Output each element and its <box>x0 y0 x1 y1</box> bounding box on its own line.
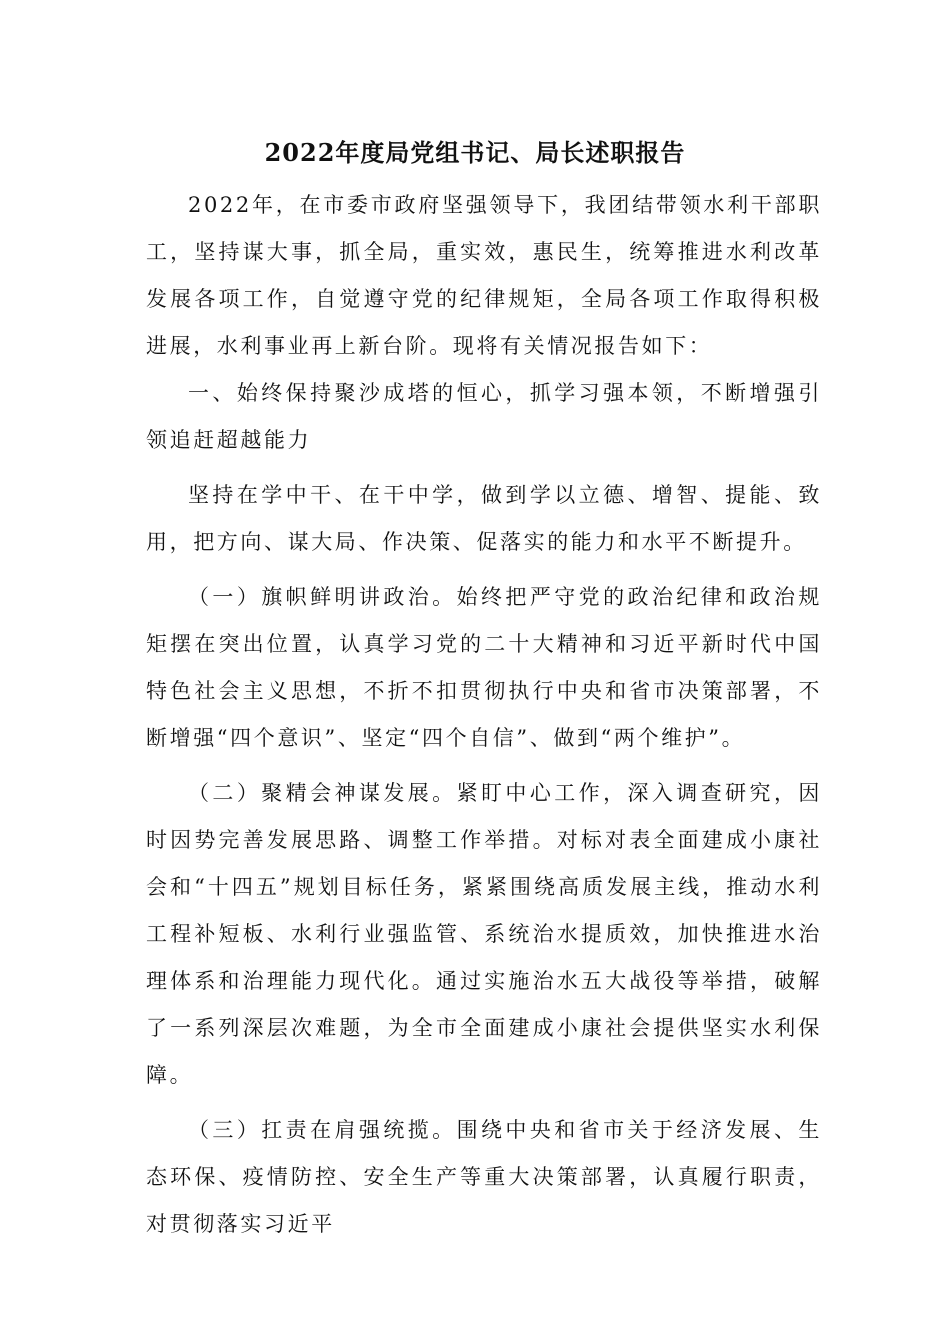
paragraph-item-2: （二）聚精会神谋发展。紧盯中心工作，深入调查研究，因时因势完善发展思路、调整工作举措。对标对表全面建成小康社会和“十四五”规划目标任务，紧紧围绕高质发展主线，推动水利工程补短板、水利行业强监管、系统治水提质效，加快推进水治理体系和治理能力现代化。通过实施治水五大战役等举措，破解了一系列深层次难题，为全市全面建成小康社会提供坚实水利保障。 <box>146 781 822 1087</box>
paragraph-section-1-summary: 坚持在学中干、在干中学，做到学以立德、增智、提能、致用，把方向、谋大局、作决策、促落实的能力和水平不断提升。 <box>146 483 822 554</box>
document-title: 2022年度局党组书记、局长述职报告 <box>264 138 686 167</box>
paragraph-item-1: （一）旗帜鲜明讲政治。始终把严守党的政治纪律和政治规矩摆在突出位置，认真学习党的二十大精神和习近平新时代中国特色社会主义思想，不折不扣贯彻执行中央和省市决策部署，不断增强“四个意识”、坚定“四个自信”、做到“两个维护”。 <box>146 585 822 750</box>
document-body <box>146 182 822 1248</box>
paragraph-item-3: （三）扛责在肩强统揽。围绕中央和省市关于经济发展、生态环保、疫情防控、安全生产等重大决策部署，认真履行职责，对贯彻落实习近平 <box>146 1118 822 1236</box>
paragraph-intro: 2022年，在市委市政府坚强领导下，我团结带领水利干部职工，坚持谋大事，抓全局，重实效，惠民生，统筹推进水利改革发展各项工作，自觉遵守党的纪律规矩，全局各项工作取得积极进展，水利事业再上新台阶。现将有关情况报告如下： <box>146 193 822 358</box>
section-heading-1: 一、始终保持聚沙成塔的恒心，抓学习强本领，不断增强引领追赶超越能力 <box>146 381 822 452</box>
